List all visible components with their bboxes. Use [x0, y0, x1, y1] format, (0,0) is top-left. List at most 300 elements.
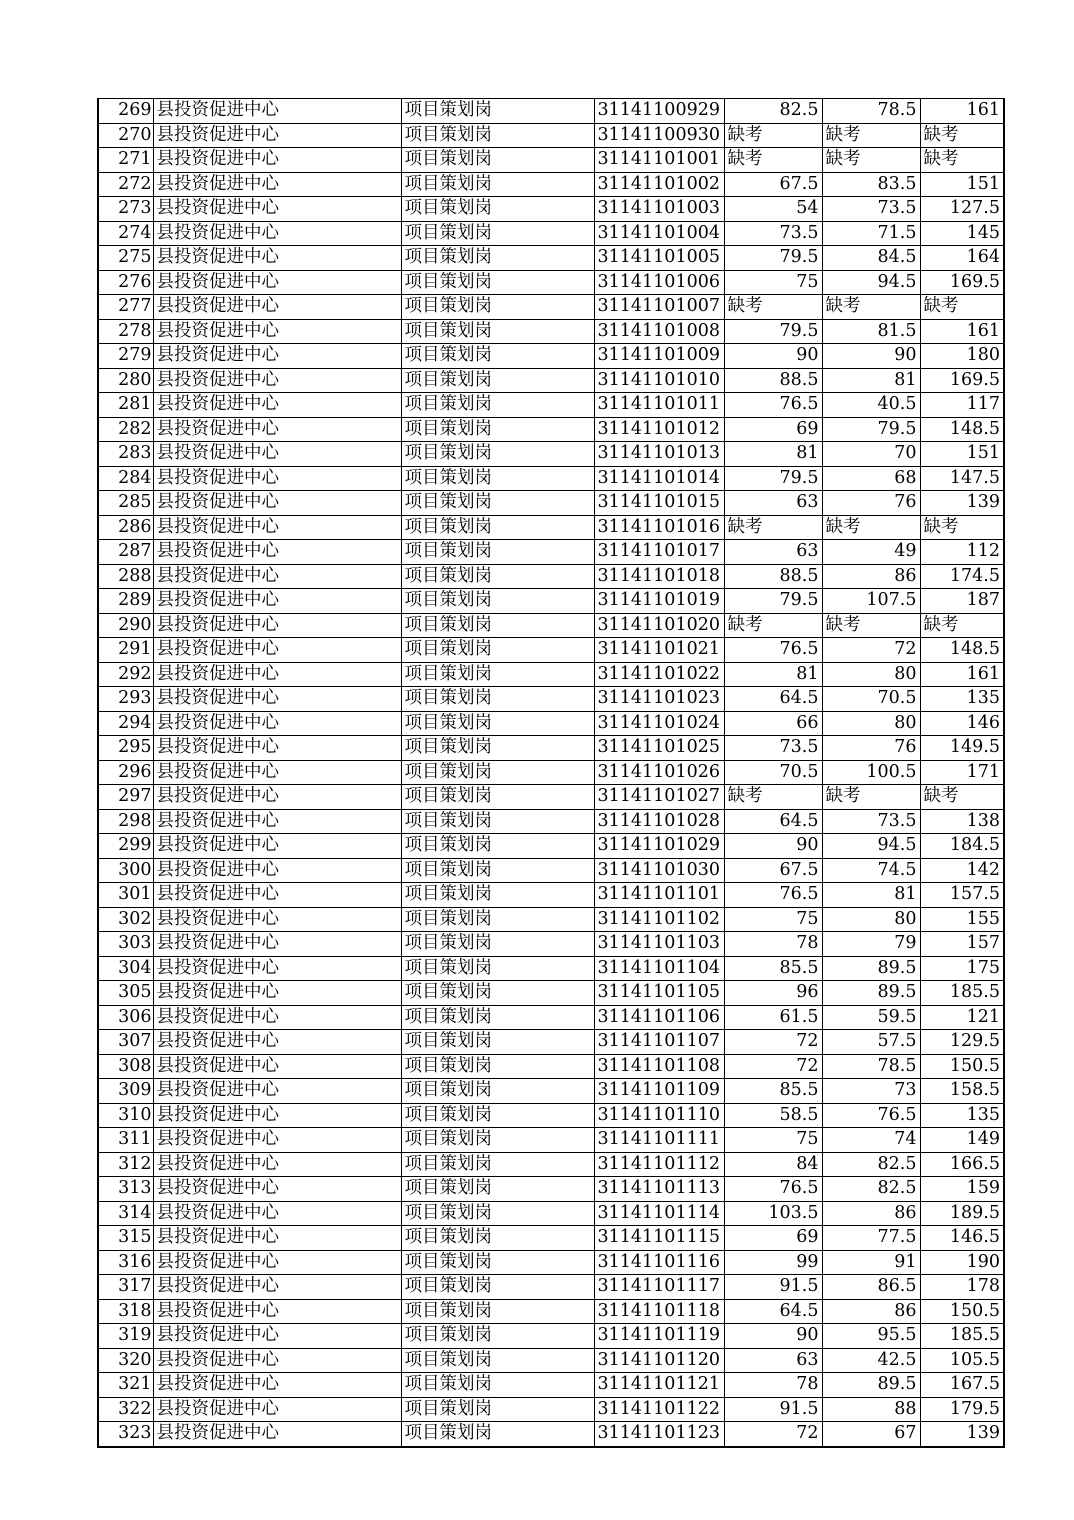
table-row	[98, 1030, 1004, 1055]
unit-name-cell: 县投资促进中心	[153, 172, 401, 197]
unit-name-cell: 县投资促进中心	[153, 736, 401, 761]
table-row	[98, 466, 1004, 491]
score-1-cell: 90	[724, 344, 822, 369]
exam-id-cell: 31141101115	[594, 1226, 724, 1251]
score-1-cell: 缺考	[724, 123, 822, 148]
total-score-cell: 129.5	[920, 1030, 1004, 1055]
position-name-cell: 项目策划岗	[401, 638, 594, 663]
table-row	[98, 221, 1004, 246]
unit-name-cell: 县投资促进中心	[153, 295, 401, 320]
table-row	[98, 442, 1004, 467]
position-name-cell: 项目策划岗	[401, 197, 594, 222]
position-name-cell: 项目策划岗	[401, 344, 594, 369]
exam-id-cell: 31141101121	[594, 1373, 724, 1398]
total-score-cell: 169.5	[920, 368, 1004, 393]
unit-name-cell: 县投资促进中心	[153, 123, 401, 148]
score-1-cell: 79.5	[724, 589, 822, 614]
score-1-cell: 缺考	[724, 295, 822, 320]
row-number-cell: 273	[98, 197, 153, 222]
row-number-cell: 311	[98, 1128, 153, 1153]
score-1-cell: 54	[724, 197, 822, 222]
total-score-cell: 189.5	[920, 1201, 1004, 1226]
score-2-cell: 缺考	[822, 148, 920, 173]
total-score-cell: 缺考	[920, 295, 1004, 320]
row-number-cell: 317	[98, 1275, 153, 1300]
table-row	[98, 1422, 1004, 1447]
score-2-cell: 缺考	[822, 515, 920, 540]
exam-id-cell: 31141101014	[594, 466, 724, 491]
table-row	[98, 1275, 1004, 1300]
total-score-cell: 缺考	[920, 613, 1004, 638]
row-number-cell: 313	[98, 1177, 153, 1202]
position-name-cell: 项目策划岗	[401, 221, 594, 246]
table-row	[98, 1152, 1004, 1177]
score-2-cell: 70.5	[822, 687, 920, 712]
table-row	[98, 1128, 1004, 1153]
exam-id-cell: 31141100929	[594, 99, 724, 124]
position-name-cell: 项目策划岗	[401, 368, 594, 393]
score-2-cell: 91	[822, 1250, 920, 1275]
table-row	[98, 858, 1004, 883]
table-row	[98, 295, 1004, 320]
total-score-cell: 146	[920, 711, 1004, 736]
position-name-cell: 项目策划岗	[401, 1422, 594, 1447]
total-score-cell: 缺考	[920, 785, 1004, 810]
score-1-cell: 73.5	[724, 221, 822, 246]
score-2-cell: 72	[822, 638, 920, 663]
total-score-cell: 187	[920, 589, 1004, 614]
exam-id-cell: 31141101111	[594, 1128, 724, 1153]
total-score-cell: 161	[920, 319, 1004, 344]
exam-id-cell: 31141101004	[594, 221, 724, 246]
unit-name-cell: 县投资促进中心	[153, 1250, 401, 1275]
position-name-cell: 项目策划岗	[401, 246, 594, 271]
position-name-cell: 项目策划岗	[401, 711, 594, 736]
row-number-cell: 306	[98, 1005, 153, 1030]
unit-name-cell: 县投资促进中心	[153, 687, 401, 712]
score-1-cell: 66	[724, 711, 822, 736]
row-number-cell: 289	[98, 589, 153, 614]
total-score-cell: 190	[920, 1250, 1004, 1275]
total-score-cell: 164	[920, 246, 1004, 271]
total-score-cell: 150.5	[920, 1054, 1004, 1079]
total-score-cell: 180	[920, 344, 1004, 369]
total-score-cell: 135	[920, 1103, 1004, 1128]
row-number-cell: 292	[98, 662, 153, 687]
position-name-cell: 项目策划岗	[401, 1201, 594, 1226]
row-number-cell: 294	[98, 711, 153, 736]
unit-name-cell: 县投资促进中心	[153, 197, 401, 222]
exam-id-cell: 31141101009	[594, 344, 724, 369]
total-score-cell: 127.5	[920, 197, 1004, 222]
exam-id-cell: 31141101106	[594, 1005, 724, 1030]
score-2-cell: 82.5	[822, 1177, 920, 1202]
score-2-cell: 81	[822, 368, 920, 393]
table-row	[98, 834, 1004, 859]
score-2-cell: 80	[822, 662, 920, 687]
table-row	[98, 1397, 1004, 1422]
unit-name-cell: 县投资促进中心	[153, 148, 401, 173]
table-row	[98, 956, 1004, 981]
position-name-cell: 项目策划岗	[401, 662, 594, 687]
table-row	[98, 123, 1004, 148]
row-number-cell: 295	[98, 736, 153, 761]
table-row	[98, 1373, 1004, 1398]
exam-id-cell: 31141101022	[594, 662, 724, 687]
score-1-cell: 79.5	[724, 466, 822, 491]
position-name-cell: 项目策划岗	[401, 393, 594, 418]
total-score-cell: 167.5	[920, 1373, 1004, 1398]
row-number-cell: 276	[98, 270, 153, 295]
row-number-cell: 305	[98, 981, 153, 1006]
unit-name-cell: 县投资促进中心	[153, 834, 401, 859]
exam-id-cell: 31141101119	[594, 1324, 724, 1349]
score-1-cell: 70.5	[724, 760, 822, 785]
score-2-cell: 57.5	[822, 1030, 920, 1055]
total-score-cell: 缺考	[920, 515, 1004, 540]
unit-name-cell: 县投资促进中心	[153, 1152, 401, 1177]
total-score-cell: 112	[920, 540, 1004, 565]
row-number-cell: 285	[98, 491, 153, 516]
row-number-cell: 283	[98, 442, 153, 467]
score-2-cell: 缺考	[822, 123, 920, 148]
score-1-cell: 67.5	[724, 858, 822, 883]
exam-id-cell: 31141101101	[594, 883, 724, 908]
score-1-cell: 99	[724, 1250, 822, 1275]
table-row	[98, 1201, 1004, 1226]
exam-id-cell: 31141101102	[594, 907, 724, 932]
unit-name-cell: 县投资促进中心	[153, 368, 401, 393]
exam-id-cell: 31141101020	[594, 613, 724, 638]
score-1-cell: 76.5	[724, 883, 822, 908]
total-score-cell: 171	[920, 760, 1004, 785]
unit-name-cell: 县投资促进中心	[153, 1299, 401, 1324]
unit-name-cell: 县投资促进中心	[153, 711, 401, 736]
score-1-cell: 85.5	[724, 1079, 822, 1104]
exam-id-cell: 31141101109	[594, 1079, 724, 1104]
row-number-cell: 287	[98, 540, 153, 565]
row-number-cell: 312	[98, 1152, 153, 1177]
total-score-cell: 145	[920, 221, 1004, 246]
exam-id-cell: 31141101002	[594, 172, 724, 197]
unit-name-cell: 县投资促进中心	[153, 1373, 401, 1398]
score-1-cell: 81	[724, 442, 822, 467]
table-row	[98, 270, 1004, 295]
unit-name-cell: 县投资促进中心	[153, 809, 401, 834]
unit-name-cell: 县投资促进中心	[153, 785, 401, 810]
row-number-cell: 291	[98, 638, 153, 663]
row-number-cell: 286	[98, 515, 153, 540]
score-2-cell: 42.5	[822, 1348, 920, 1373]
score-2-cell: 76	[822, 491, 920, 516]
row-number-cell: 280	[98, 368, 153, 393]
score-1-cell: 72	[724, 1054, 822, 1079]
position-name-cell: 项目策划岗	[401, 834, 594, 859]
row-number-cell: 296	[98, 760, 153, 785]
table-row	[98, 932, 1004, 957]
total-score-cell: 179.5	[920, 1397, 1004, 1422]
total-score-cell: 149.5	[920, 736, 1004, 761]
row-number-cell: 284	[98, 466, 153, 491]
score-2-cell: 76	[822, 736, 920, 761]
unit-name-cell: 县投资促进中心	[153, 883, 401, 908]
row-number-cell: 269	[98, 99, 153, 124]
position-name-cell: 项目策划岗	[401, 1373, 594, 1398]
score-1-cell: 72	[724, 1030, 822, 1055]
position-name-cell: 项目策划岗	[401, 270, 594, 295]
row-number-cell: 302	[98, 907, 153, 932]
score-1-cell: 91.5	[724, 1275, 822, 1300]
score-2-cell: 86	[822, 564, 920, 589]
score-2-cell: 78.5	[822, 1054, 920, 1079]
table-row	[98, 907, 1004, 932]
table-row	[98, 613, 1004, 638]
score-2-cell: 73.5	[822, 197, 920, 222]
position-name-cell: 项目策划岗	[401, 319, 594, 344]
table-row	[98, 662, 1004, 687]
score-1-cell: 64.5	[724, 687, 822, 712]
row-number-cell: 319	[98, 1324, 153, 1349]
position-name-cell: 项目策划岗	[401, 99, 594, 124]
row-number-cell: 322	[98, 1397, 153, 1422]
score-1-cell: 73.5	[724, 736, 822, 761]
row-number-cell: 308	[98, 1054, 153, 1079]
exam-id-cell: 31141101012	[594, 417, 724, 442]
position-name-cell: 项目策划岗	[401, 1226, 594, 1251]
unit-name-cell: 县投资促进中心	[153, 1348, 401, 1373]
table-row	[98, 172, 1004, 197]
position-name-cell: 项目策划岗	[401, 1324, 594, 1349]
score-2-cell: 81	[822, 883, 920, 908]
row-number-cell: 279	[98, 344, 153, 369]
row-number-cell: 314	[98, 1201, 153, 1226]
table-row	[98, 1226, 1004, 1251]
score-1-cell: 78	[724, 932, 822, 957]
row-number-cell: 318	[98, 1299, 153, 1324]
exam-id-cell: 31141101006	[594, 270, 724, 295]
score-1-cell: 103.5	[724, 1201, 822, 1226]
exam-id-cell: 31141101019	[594, 589, 724, 614]
table-row	[98, 540, 1004, 565]
exam-id-cell: 31141101010	[594, 368, 724, 393]
position-name-cell: 项目策划岗	[401, 1103, 594, 1128]
row-number-cell: 315	[98, 1226, 153, 1251]
unit-name-cell: 县投资促进中心	[153, 515, 401, 540]
table-row	[98, 981, 1004, 1006]
table-row	[98, 711, 1004, 736]
total-score-cell: 161	[920, 99, 1004, 124]
score-1-cell: 88.5	[724, 564, 822, 589]
total-score-cell: 146.5	[920, 1226, 1004, 1251]
row-number-cell: 272	[98, 172, 153, 197]
row-number-cell: 321	[98, 1373, 153, 1398]
score-2-cell: 86	[822, 1201, 920, 1226]
table-row	[98, 491, 1004, 516]
row-number-cell: 293	[98, 687, 153, 712]
score-2-cell: 缺考	[822, 295, 920, 320]
exam-id-cell: 31141101122	[594, 1397, 724, 1422]
position-name-cell: 项目策划岗	[401, 564, 594, 589]
total-score-cell: 178	[920, 1275, 1004, 1300]
exam-id-cell: 31141101107	[594, 1030, 724, 1055]
unit-name-cell: 县投资促进中心	[153, 1103, 401, 1128]
unit-name-cell: 县投资促进中心	[153, 932, 401, 957]
score-1-cell: 75	[724, 270, 822, 295]
position-name-cell: 项目策划岗	[401, 736, 594, 761]
exam-id-cell: 31141101011	[594, 393, 724, 418]
score-1-cell: 90	[724, 834, 822, 859]
exam-id-cell: 31141101116	[594, 1250, 724, 1275]
unit-name-cell: 县投资促进中心	[153, 540, 401, 565]
score-1-cell: 78	[724, 1373, 822, 1398]
total-score-cell: 121	[920, 1005, 1004, 1030]
unit-name-cell: 县投资促进中心	[153, 613, 401, 638]
score-2-cell: 80	[822, 907, 920, 932]
score-2-cell: 71.5	[822, 221, 920, 246]
total-score-cell: 缺考	[920, 148, 1004, 173]
exam-id-cell: 31141101005	[594, 246, 724, 271]
score-2-cell: 95.5	[822, 1324, 920, 1349]
score-1-cell: 79.5	[724, 319, 822, 344]
score-2-cell: 100.5	[822, 760, 920, 785]
position-name-cell: 项目策划岗	[401, 858, 594, 883]
exam-id-cell: 31141101110	[594, 1103, 724, 1128]
unit-name-cell: 县投资促进中心	[153, 221, 401, 246]
unit-name-cell: 县投资促进中心	[153, 1275, 401, 1300]
score-2-cell: 78.5	[822, 99, 920, 124]
score-2-cell: 81.5	[822, 319, 920, 344]
score-1-cell: 64.5	[724, 809, 822, 834]
exam-id-cell: 31141101008	[594, 319, 724, 344]
exam-id-cell: 31141101026	[594, 760, 724, 785]
total-score-cell: 缺考	[920, 123, 1004, 148]
unit-name-cell: 县投资促进中心	[153, 662, 401, 687]
score-2-cell: 59.5	[822, 1005, 920, 1030]
position-name-cell: 项目策划岗	[401, 1030, 594, 1055]
row-number-cell: 297	[98, 785, 153, 810]
row-number-cell: 270	[98, 123, 153, 148]
table-body	[98, 99, 1004, 1447]
exam-id-cell: 31141101016	[594, 515, 724, 540]
position-name-cell: 项目策划岗	[401, 613, 594, 638]
table-row	[98, 148, 1004, 173]
score-1-cell: 82.5	[724, 99, 822, 124]
total-score-cell: 185.5	[920, 1324, 1004, 1349]
score-2-cell: 86.5	[822, 1275, 920, 1300]
total-score-cell: 139	[920, 491, 1004, 516]
score-2-cell: 缺考	[822, 613, 920, 638]
total-score-cell: 169.5	[920, 270, 1004, 295]
unit-name-cell: 县投资促进中心	[153, 1079, 401, 1104]
unit-name-cell: 县投资促进中心	[153, 1324, 401, 1349]
unit-name-cell: 县投资促进中心	[153, 1128, 401, 1153]
exam-id-cell: 31141101001	[594, 148, 724, 173]
row-number-cell: 301	[98, 883, 153, 908]
score-2-cell: 76.5	[822, 1103, 920, 1128]
exam-id-cell: 31141101003	[594, 197, 724, 222]
position-name-cell: 项目策划岗	[401, 466, 594, 491]
score-1-cell: 缺考	[724, 148, 822, 173]
position-name-cell: 项目策划岗	[401, 1299, 594, 1324]
unit-name-cell: 县投资促进中心	[153, 1397, 401, 1422]
score-2-cell: 74	[822, 1128, 920, 1153]
row-number-cell: 323	[98, 1422, 153, 1447]
score-2-cell: 74.5	[822, 858, 920, 883]
position-name-cell: 项目策划岗	[401, 1152, 594, 1177]
position-name-cell: 项目策划岗	[401, 1054, 594, 1079]
total-score-cell: 159	[920, 1177, 1004, 1202]
position-name-cell: 项目策划岗	[401, 785, 594, 810]
total-score-cell: 174.5	[920, 564, 1004, 589]
score-2-cell: 86	[822, 1299, 920, 1324]
position-name-cell: 项目策划岗	[401, 1275, 594, 1300]
row-number-cell: 304	[98, 956, 153, 981]
unit-name-cell: 县投资促进中心	[153, 1422, 401, 1447]
exam-id-cell: 31141101030	[594, 858, 724, 883]
position-name-cell: 项目策划岗	[401, 491, 594, 516]
row-number-cell: 299	[98, 834, 153, 859]
score-1-cell: 84	[724, 1152, 822, 1177]
total-score-cell: 157	[920, 932, 1004, 957]
position-name-cell: 项目策划岗	[401, 687, 594, 712]
position-name-cell: 项目策划岗	[401, 1397, 594, 1422]
row-number-cell: 316	[98, 1250, 153, 1275]
table-row	[98, 368, 1004, 393]
table-row	[98, 1079, 1004, 1104]
exam-id-cell: 31141101108	[594, 1054, 724, 1079]
unit-name-cell: 县投资促进中心	[153, 956, 401, 981]
position-name-cell: 项目策划岗	[401, 515, 594, 540]
score-2-cell: 94.5	[822, 834, 920, 859]
score-2-cell: 68	[822, 466, 920, 491]
score-2-cell: 77.5	[822, 1226, 920, 1251]
score-2-cell: 107.5	[822, 589, 920, 614]
row-number-cell: 271	[98, 148, 153, 173]
unit-name-cell: 县投资促进中心	[153, 1030, 401, 1055]
score-1-cell: 72	[724, 1422, 822, 1447]
row-number-cell: 282	[98, 417, 153, 442]
exam-id-cell: 31141101015	[594, 491, 724, 516]
position-name-cell: 项目策划岗	[401, 760, 594, 785]
score-table	[97, 98, 1005, 1448]
score-2-cell: 89.5	[822, 956, 920, 981]
position-name-cell: 项目策划岗	[401, 589, 594, 614]
unit-name-cell: 县投资促进中心	[153, 442, 401, 467]
position-name-cell: 项目策划岗	[401, 907, 594, 932]
row-number-cell: 281	[98, 393, 153, 418]
score-2-cell: 70	[822, 442, 920, 467]
score-1-cell: 76.5	[724, 1177, 822, 1202]
position-name-cell: 项目策划岗	[401, 1005, 594, 1030]
exam-id-cell: 31141101021	[594, 638, 724, 663]
score-2-cell: 84.5	[822, 246, 920, 271]
table-row	[98, 1324, 1004, 1349]
unit-name-cell: 县投资促进中心	[153, 564, 401, 589]
total-score-cell: 155	[920, 907, 1004, 932]
unit-name-cell: 县投资促进中心	[153, 344, 401, 369]
position-name-cell: 项目策划岗	[401, 442, 594, 467]
table-row	[98, 736, 1004, 761]
exam-id-cell: 31141100930	[594, 123, 724, 148]
row-number-cell: 303	[98, 932, 153, 957]
table-row	[98, 99, 1004, 124]
row-number-cell: 310	[98, 1103, 153, 1128]
table-row	[98, 1250, 1004, 1275]
score-2-cell: 49	[822, 540, 920, 565]
position-name-cell: 项目策划岗	[401, 1079, 594, 1104]
unit-name-cell: 县投资促进中心	[153, 1226, 401, 1251]
score-1-cell: 88.5	[724, 368, 822, 393]
